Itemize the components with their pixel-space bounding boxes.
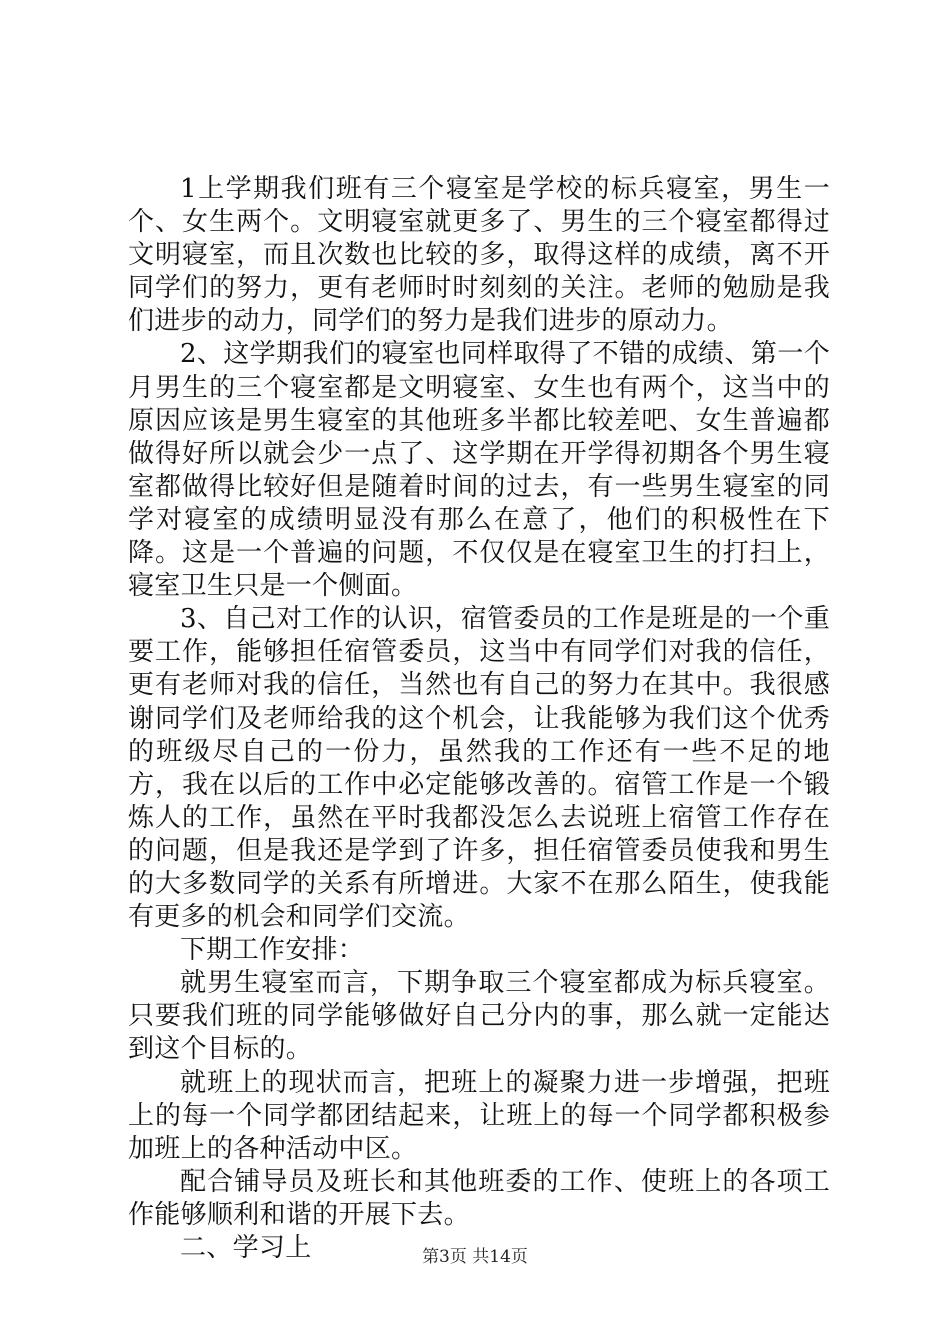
paragraph-work-reflection: 3、自己对工作的认识，宿管委员的工作是班是的一个重要工作，能够担任宿管委员，这当中有同学们对我的信任，更有老师对我的信任，当然也有自己的努力在其中。我很感谢同学们及老师给我的这个机会，让我能够为我们这个优秀的班级尽自己的一份力，虽然我的工作还有一些不足的地方，我在以后的工作中必定能够改善的。宿管工作是一个锻炼人的工作，虽然在平时我都没怎么去说班上宿管工作存在的问题，但是我还是学到了许多，担任宿管委员使我和男生的大多数同学的关系有所增进。大家不在那么陌生，使我能有更多的机会和同学们交流。: [128, 604, 830, 933]
paragraph-next-term-heading: 下期工作安排：: [180, 935, 365, 966]
paragraph-dorm-results-this-term: 2、这学期我们的寝室也同样取得了不错的成绩、第一个月男生的三个寝室都是文明寝室、女生也有两个，这当中的原因应该是男生寝室的其他班多半都比较差吧、女生普遍都做得好所以就会少一点了、这学期在开学得初期各个男生寝室都做得比较好但是随着时间的过去，有一些男生寝室的同学对寝室的成绩明显没有那么在意了，他们的积极性在下降。这是一个普遍的问题，不仅仅是在寝室卫生的打扫上，寝室卫生只是一个侧面。: [128, 339, 830, 602]
paragraph-next-term-class-goal: 就班上的现状而言，把班上的凝聚力进一步增强，把班上的每一个同学都团结起来，让班上的每一个同学都积极参加班上的各种活动中区。: [128, 1067, 830, 1164]
page-number-footer: 第3页 共14页: [422, 1247, 528, 1267]
document-body: [128, 173, 830, 1265]
paragraph-next-term-dorm-goal: 就男生寝室而言，下期争取三个寝室都成为标兵寝室。只要我们班的同学能够做好自己分内的事，那么就一定能达到这个目标的。: [128, 968, 830, 1065]
section-heading-study: 二、学习上: [180, 1233, 312, 1263]
paragraph-next-term-cooperation: 配合铺导员及班长和其他班委的工作、使班上的各项工作能够顺利和谐的开展下去。: [128, 1166, 830, 1230]
paragraph-dorm-achievements-last-term: 1上学期我们班有三个寝室是学校的标兵寝室，男生一个、女生两个。文明寝室就更多了、男生的三个寝室都得过文明寝室，而且次数也比较的多，取得这样的成绩，离不开同学们的努力，更有老师时时刻刻的关注。老师的勉励是我们进步的动力，同学们的努力是我们进步的原动力。: [128, 174, 830, 337]
